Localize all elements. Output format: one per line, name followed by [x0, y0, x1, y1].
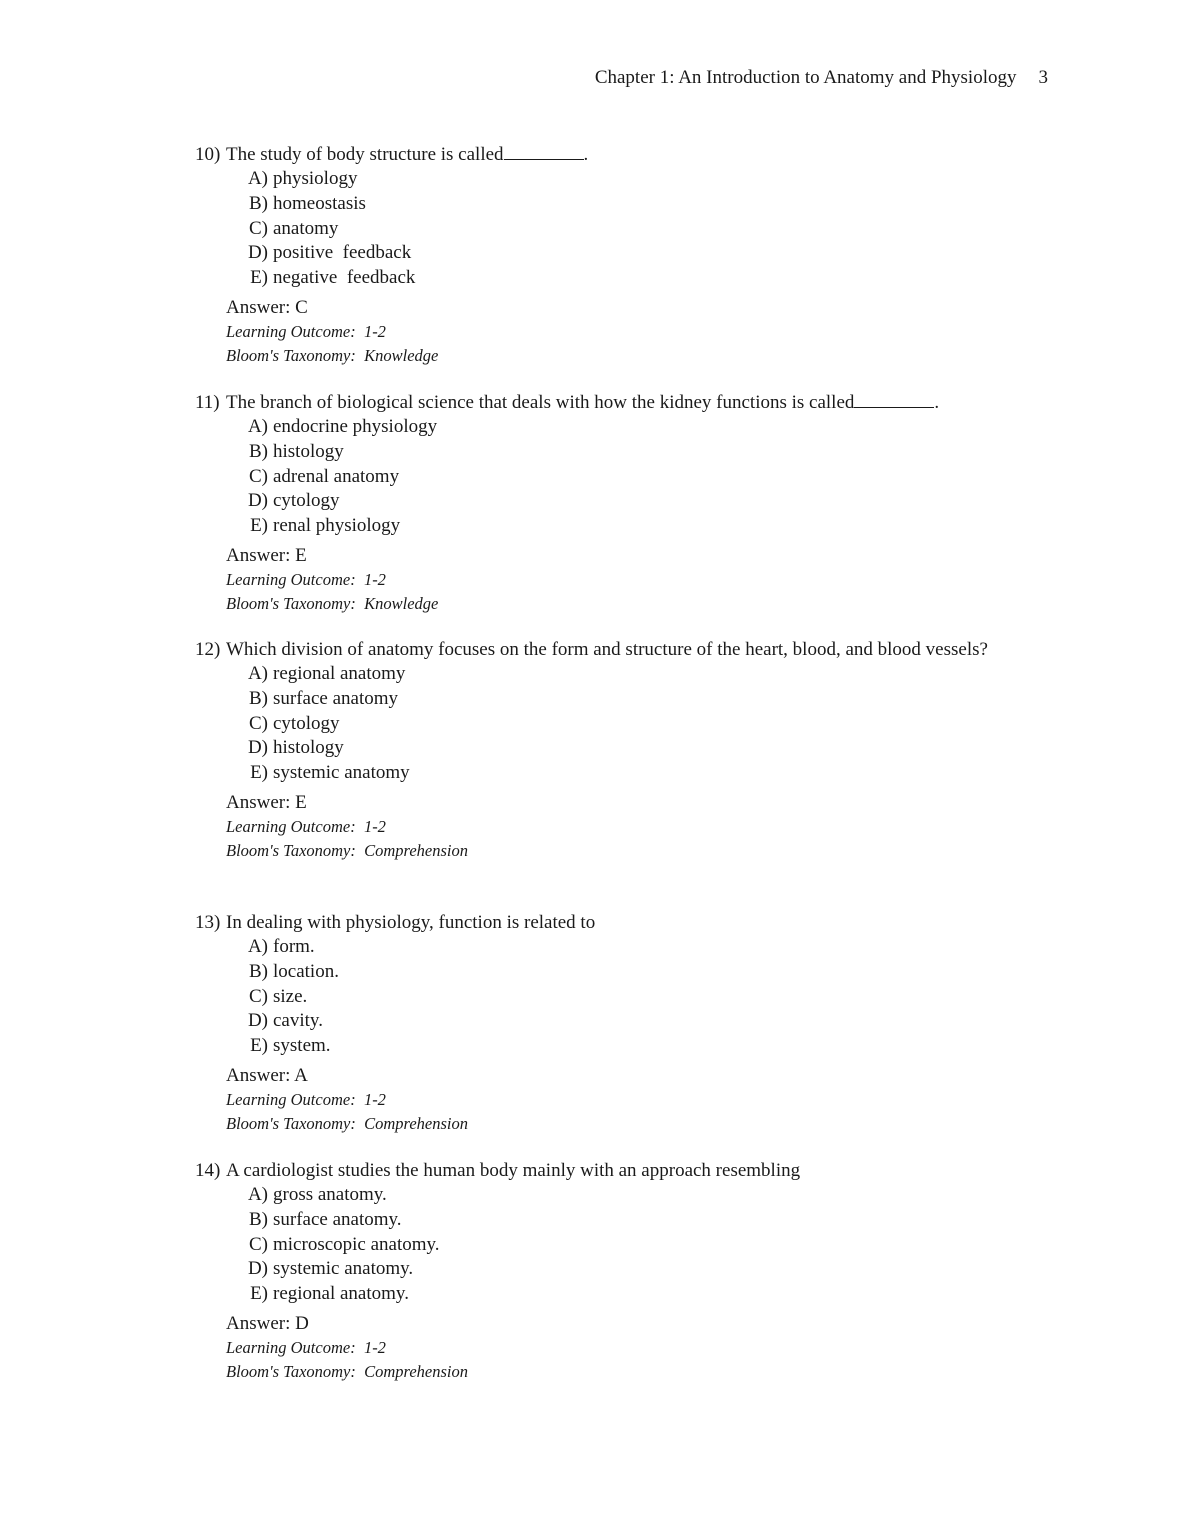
- option-letter: B): [249, 192, 268, 214]
- answer-option: [195, 415, 995, 440]
- answer-option: [195, 1208, 995, 1233]
- answer-key: Answer: A: [226, 1064, 308, 1086]
- option-text: systemic anatomy.: [273, 1258, 414, 1280]
- option-letter: D): [247, 1258, 268, 1280]
- answer-blank: [504, 143, 584, 160]
- blooms-taxonomy: Bloom's Taxonomy: Comprehension: [226, 840, 469, 860]
- option-text: endocrine physiology: [273, 416, 438, 437]
- answer-option: [195, 1282, 995, 1307]
- question-number: 11): [195, 392, 220, 413]
- option-letter: D): [247, 737, 268, 759]
- option-letter: E): [250, 1035, 268, 1057]
- learning-outcome: Learning Outcome: 1-2: [226, 321, 386, 341]
- answer-option: [195, 241, 995, 266]
- option-letter: C): [249, 217, 268, 239]
- answer-key: Answer: E: [226, 791, 307, 813]
- blooms-taxonomy: Bloom's Taxonomy: Comprehension: [226, 1361, 469, 1381]
- option-letter: E): [250, 267, 268, 289]
- question-13: [195, 910, 995, 1136]
- answer-option: [195, 761, 995, 786]
- answer-option: [195, 1009, 995, 1034]
- answer-option: [195, 514, 995, 539]
- page-number: 3: [1038, 67, 1048, 88]
- answer-key: Answer: C: [226, 296, 308, 318]
- option-letter: D): [247, 490, 268, 512]
- option-text: system.: [273, 1035, 331, 1057]
- question-number: 12): [195, 639, 221, 660]
- question-10: [195, 142, 995, 368]
- question-text: A cardiologist studies the human body mainly with an approach resembling: [226, 1160, 801, 1181]
- answer-option: [195, 192, 995, 217]
- answer-option: [195, 712, 995, 737]
- option-letter: A): [247, 663, 268, 684]
- option-text: form.: [273, 936, 315, 957]
- option-letter: A): [247, 168, 268, 189]
- option-text: cytology: [273, 712, 340, 734]
- option-text: negative feedback: [273, 267, 416, 289]
- option-letter: A): [247, 936, 268, 957]
- option-text: microscopic anatomy.: [273, 1233, 440, 1255]
- blooms-taxonomy: Bloom's Taxonomy: Knowledge: [226, 593, 439, 613]
- answer-option: [195, 167, 995, 192]
- answer-key: Answer: E: [226, 544, 307, 566]
- option-letter: A): [247, 1184, 268, 1205]
- page-header: [595, 67, 1048, 89]
- answer-option: [195, 217, 995, 242]
- answer-option: [195, 985, 995, 1010]
- option-letter: D): [247, 242, 268, 264]
- question-number: 14): [195, 1160, 221, 1181]
- option-letter: B): [249, 1208, 268, 1230]
- option-letter: B): [249, 960, 268, 982]
- option-text: systemic anatomy: [273, 762, 410, 784]
- question-number: 13): [195, 912, 221, 933]
- answer-option: [195, 736, 995, 761]
- question-text: The branch of biological science that deals with how the kidney functions is called .: [226, 392, 940, 413]
- answer-option: [195, 1257, 995, 1282]
- answer-option: [195, 489, 995, 514]
- option-letter: A): [247, 416, 268, 437]
- option-letter: E): [250, 762, 268, 784]
- option-letter: D): [247, 1010, 268, 1032]
- option-letter: B): [249, 687, 268, 709]
- option-text: location.: [273, 960, 339, 982]
- learning-outcome: Learning Outcome: 1-2: [226, 1337, 386, 1357]
- answer-option: [195, 266, 995, 291]
- option-text: cavity.: [273, 1010, 323, 1032]
- answer-option: [195, 662, 995, 687]
- question-14: [195, 1158, 995, 1384]
- question-text: Which division of anatomy focuses on the form and structure of the heart, blood, and blood vessels?: [226, 639, 988, 660]
- option-text: cytology: [273, 490, 340, 512]
- answer-option: [195, 935, 995, 960]
- option-text: renal physiology: [273, 515, 401, 537]
- option-text: anatomy: [273, 217, 339, 239]
- answer-option: [195, 1034, 995, 1059]
- option-letter: C): [249, 465, 268, 487]
- answer-option: [195, 687, 995, 712]
- question-text: The study of body structure is called .: [226, 144, 589, 165]
- option-text: homeostasis: [273, 192, 366, 214]
- option-text: surface anatomy.: [273, 1208, 402, 1230]
- option-letter: E): [250, 1283, 268, 1305]
- option-letter: E): [250, 515, 268, 537]
- option-letter: C): [249, 712, 268, 734]
- option-text: physiology: [273, 168, 358, 189]
- option-text: positive feedback: [273, 242, 412, 264]
- question-11: [195, 390, 995, 616]
- option-text: histology: [273, 737, 344, 759]
- option-text: regional anatomy.: [273, 1283, 409, 1305]
- option-letter: C): [249, 1233, 268, 1255]
- learning-outcome: Learning Outcome: 1-2: [226, 816, 386, 836]
- option-text: adrenal anatomy: [273, 465, 400, 487]
- option-text: gross anatomy.: [273, 1184, 387, 1205]
- answer-blank: [854, 391, 934, 408]
- answer-option: [195, 440, 995, 465]
- answer-option: [195, 1183, 995, 1208]
- question-number: 10): [195, 144, 221, 165]
- option-text: histology: [273, 440, 344, 462]
- learning-outcome: Learning Outcome: 1-2: [226, 569, 386, 589]
- option-text: surface anatomy: [273, 687, 399, 709]
- question-text: In dealing with physiology, function is related to: [226, 912, 596, 933]
- learning-outcome: Learning Outcome: 1-2: [226, 1089, 386, 1109]
- answer-option: [195, 1233, 995, 1258]
- answer-option: [195, 465, 995, 490]
- blooms-taxonomy: Bloom's Taxonomy: Comprehension: [226, 1113, 469, 1133]
- question-12: [195, 637, 995, 863]
- blooms-taxonomy: Bloom's Taxonomy: Knowledge: [226, 345, 439, 365]
- answer-option: [195, 960, 995, 985]
- option-text: size.: [273, 985, 308, 1007]
- option-letter: C): [249, 985, 268, 1007]
- option-text: regional anatomy: [273, 663, 406, 684]
- answer-key: Answer: D: [226, 1312, 309, 1334]
- option-letter: B): [249, 440, 268, 462]
- chapter-title: Chapter 1: An Introduction to Anatomy and Physiology: [594, 67, 1017, 88]
